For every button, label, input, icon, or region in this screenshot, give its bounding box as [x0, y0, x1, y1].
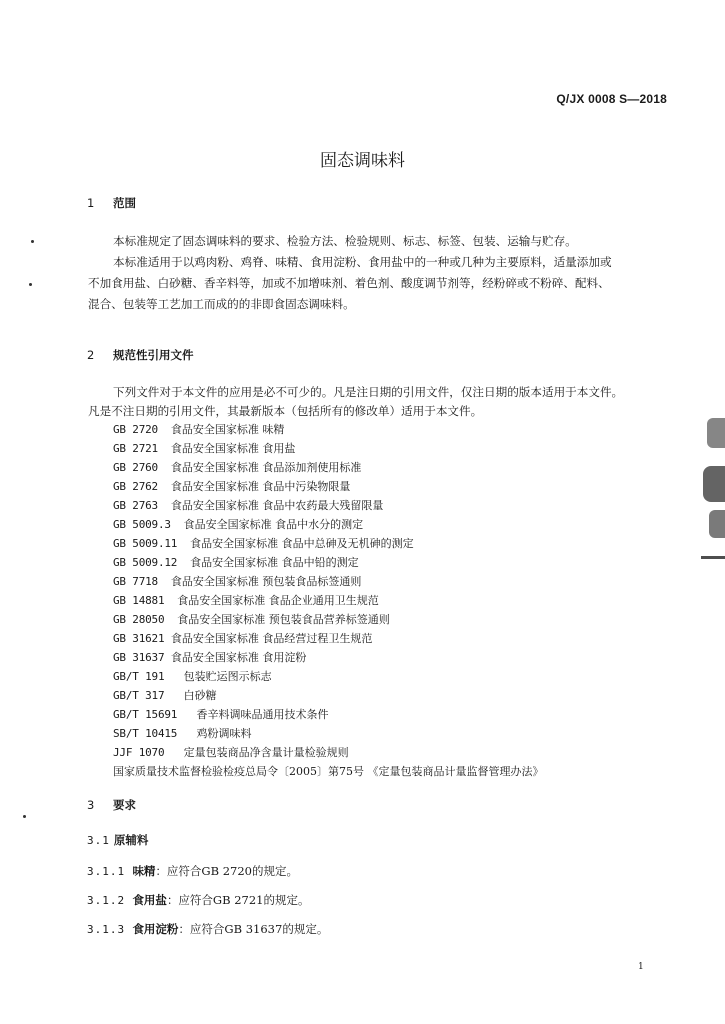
reference-order-text: 国家质量技术监督检验检疫总局令〔2005〕第75号 《定量包装商品计量监督管理办法》 [113, 765, 544, 778]
reference-item [113, 516, 363, 532]
reference-code: GB 28050 [113, 613, 165, 626]
reference-item [113, 459, 361, 475]
scan-speck [23, 815, 26, 818]
reference-item [113, 668, 272, 684]
reference-code: GB 2760 [113, 461, 158, 474]
reference-code: GB 5009.12 [113, 556, 178, 569]
reference-title: 鸡粉调味料 [196, 727, 252, 740]
reference-code: JJF 1070 [113, 746, 165, 759]
subsection-3-1-heading [87, 832, 148, 848]
requirement-item [87, 892, 310, 908]
requirement-label: 食用淀粉 [132, 922, 179, 936]
normative-intro-line-2: 凡是不注日期的引用文件，其最新版本（包括所有的修改单）适用于本文件。 [88, 404, 483, 418]
reference-code: GB 2762 [113, 480, 158, 493]
reference-title: 包装贮运图示标志 [183, 670, 272, 683]
reference-code: GB 2763 [113, 499, 158, 512]
reference-title: 食品安全国家标准 食品中农药最大残留限量 [170, 499, 384, 512]
section-2-heading [87, 347, 194, 363]
reference-title: 食品安全国家标准 预包装食品标签通则 [170, 575, 362, 588]
reference-item [113, 573, 361, 589]
reference-code: GB/T 15691 [113, 708, 178, 721]
requirement-item [87, 863, 298, 879]
section-number: 3 [87, 798, 95, 812]
reference-code: GB 14881 [113, 594, 165, 607]
reference-title: 定量包装商品净含量计量检验规则 [183, 746, 349, 759]
reference-item [113, 554, 359, 570]
requirement-number: 3.1.1 [87, 865, 126, 878]
requirement-number: 3.1.2 [87, 894, 126, 907]
scope-paragraph-2-line-2: 不加食用盐、白砂糖、香辛料等，加或不加增味剂、着色剂、酸度调节剂等，经粉碎或不粉碎、配料、 [88, 276, 610, 290]
scan-edge-mark [707, 418, 725, 448]
reference-item [113, 421, 284, 437]
scan-speck [31, 240, 34, 243]
section-title: 规范性引用文件 [113, 348, 194, 362]
reference-title: 食品安全国家标准 食品添加剂使用标准 [170, 461, 362, 474]
reference-title: 食品安全国家标准 味精 [170, 423, 285, 436]
reference-item [113, 497, 383, 513]
scan-edge-mark [701, 556, 725, 559]
reference-code: GB 5009.11 [113, 537, 178, 550]
section-3-heading [87, 797, 136, 813]
reference-code: GB 2720 [113, 423, 158, 436]
reference-item [113, 687, 217, 703]
reference-item [113, 706, 329, 722]
requirement-label: 食用盐 [132, 893, 167, 907]
reference-title: 食品安全国家标准 食品中污染物限量 [170, 480, 351, 493]
reference-title: 食品安全国家标准 预包装食品营养标签通则 [177, 613, 390, 626]
normative-intro-line-1: 下列文件对于本文件的应用是必不可少的。凡是注日期的引用文件，仅注日期的版本适用于本文件。 [113, 385, 624, 399]
document-title: 固态调味料 [320, 151, 405, 171]
page-number: 1 [638, 962, 644, 972]
reference-code: GB 7718 [113, 575, 158, 588]
reference-item [113, 725, 252, 741]
scope-paragraph-1: 本标准规定了固态调味料的要求、检验方法、检验规则、标志、标签、包装、运输与贮存。 [113, 234, 577, 248]
reference-code: GB 31621 [113, 632, 165, 645]
scan-speck [29, 283, 32, 286]
reference-title: 食品安全国家标准 食品经营过程卫生规范 [170, 632, 373, 645]
scan-edge-mark [709, 510, 725, 538]
reference-code: GB 2721 [113, 442, 158, 455]
reference-title: 白砂糖 [183, 689, 217, 702]
reference-title: 食品安全国家标准 食品企业通用卫生规范 [177, 594, 379, 607]
reference-code: SB/T 10415 [113, 727, 178, 740]
scope-paragraph-2-line-1: 本标准适用于以鸡肉粉、鸡脊、味精、食用淀粉、食用盐中的一种或几种为主要原料，适量添加或 [113, 255, 612, 269]
reference-title: 食品安全国家标准 食用盐 [170, 442, 296, 455]
section-1-heading [87, 195, 136, 211]
standard-code: Q/JX 0008 S—2018 [556, 92, 667, 106]
reference-title: 食品安全国家标准 食品中总砷及无机砷的测定 [190, 537, 414, 550]
reference-code: GB/T 191 [113, 670, 165, 683]
scope-paragraph-2-line-3: 混合、包装等工艺加工而成的的非即食固态调味料。 [88, 297, 355, 311]
reference-code: GB/T 317 [113, 689, 165, 702]
reference-code: GB 31637 [113, 651, 165, 664]
reference-title: 食品安全国家标准 食品中水分的测定 [183, 518, 364, 531]
reference-item [113, 592, 379, 608]
reference-item [113, 649, 306, 665]
reference-title: 食品安全国家标准 食用淀粉 [170, 651, 307, 664]
requirement-text: ：应符合GB 31637的规定。 [178, 922, 329, 936]
reference-title: 香辛料调味品通用技术条件 [196, 708, 329, 721]
reference-item [113, 744, 349, 760]
reference-item [113, 478, 350, 494]
requirement-text: ：应符合GB 2720的规定。 [155, 864, 298, 878]
requirement-label: 味精 [132, 864, 156, 878]
section-title: 要求 [113, 798, 136, 812]
requirement-item [87, 921, 328, 937]
requirement-text: ：应符合GB 2721的规定。 [166, 893, 310, 907]
reference-code: GB 5009.3 [113, 518, 171, 531]
reference-title: 食品安全国家标准 食品中铅的测定 [190, 556, 359, 569]
subsection-title: 原辅料 [113, 833, 149, 847]
reference-item [113, 630, 372, 646]
scan-edge-mark [703, 466, 725, 502]
reference-item [113, 535, 414, 551]
section-number: 1 [87, 196, 95, 210]
section-title: 范围 [113, 196, 136, 210]
reference-order [113, 763, 544, 779]
subsection-number: 3.1 [87, 834, 110, 847]
section-number: 2 [87, 348, 95, 362]
requirement-number: 3.1.3 [87, 923, 126, 936]
reference-item [113, 440, 295, 456]
reference-item [113, 611, 390, 627]
